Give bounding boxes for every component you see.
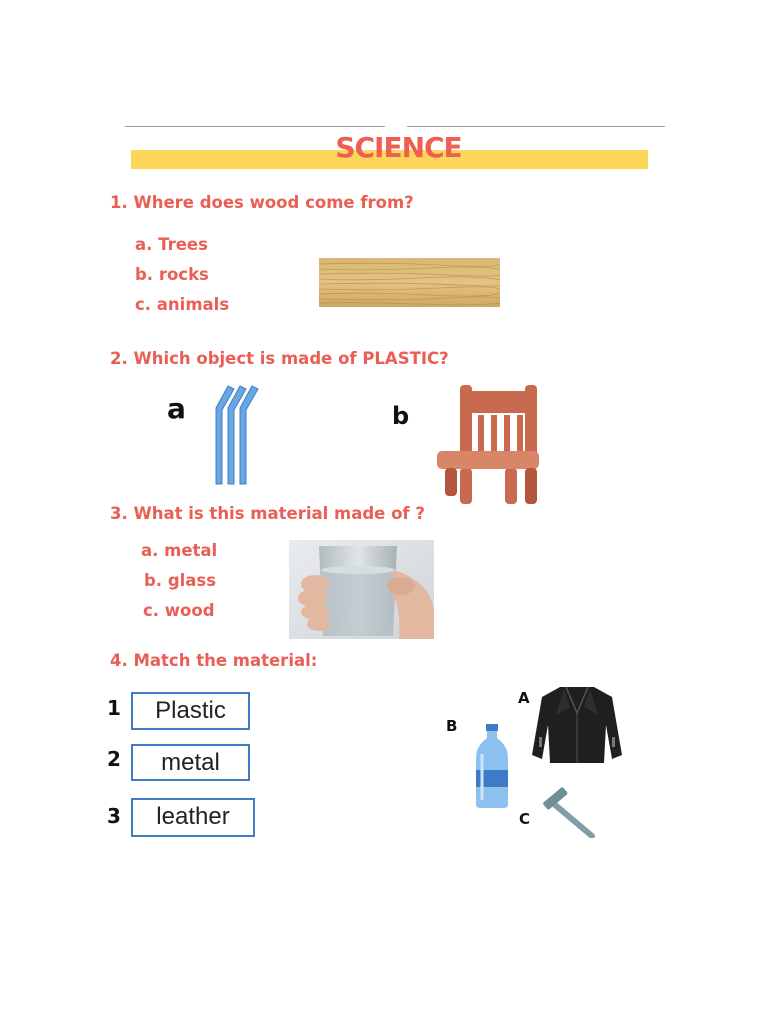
- picture-label-c: C: [519, 810, 531, 828]
- question-1: 1. Where does wood come from?: [110, 193, 414, 212]
- q3-option-c[interactable]: c. wood: [143, 601, 215, 620]
- q1-option-c[interactable]: c. animals: [135, 295, 230, 314]
- wood-plank-image: [319, 258, 500, 307]
- q2-choice-b-label[interactable]: b: [392, 402, 410, 430]
- leather-jacket-icon[interactable]: [530, 685, 624, 764]
- q1-option-a[interactable]: a. Trees: [135, 235, 208, 254]
- question-2: 2. Which object is made of PLASTIC?: [110, 349, 449, 368]
- q3-option-b[interactable]: b. glass: [144, 571, 217, 590]
- match-number-2: 2: [107, 747, 121, 771]
- metal-nail-icon[interactable]: [540, 786, 598, 838]
- page-title: SCIENCE: [335, 131, 462, 164]
- plastic-straws-icon[interactable]: [208, 382, 268, 486]
- q1-option-b[interactable]: b. rocks: [135, 265, 209, 284]
- name-line: [125, 126, 385, 127]
- plastic-bottle-icon[interactable]: [474, 724, 510, 808]
- match-box-plastic[interactable]: Plastic: [131, 692, 250, 730]
- wooden-chair-icon[interactable]: [435, 383, 541, 504]
- hand-holding-glass-image: [289, 540, 434, 639]
- picture-label-b: B: [446, 717, 458, 735]
- question-4: 4. Match the material:: [110, 651, 318, 670]
- picture-label-a: A: [518, 689, 530, 707]
- match-number-1: 1: [107, 696, 121, 720]
- date-line: [407, 126, 665, 127]
- match-box-metal[interactable]: metal: [131, 744, 250, 781]
- question-3: 3. What is this material made of ?: [110, 504, 425, 523]
- match-box-leather[interactable]: leather: [131, 798, 255, 837]
- q2-choice-a-label[interactable]: a: [167, 392, 186, 425]
- match-number-3: 3: [107, 804, 121, 828]
- q3-option-a[interactable]: a. metal: [141, 541, 218, 560]
